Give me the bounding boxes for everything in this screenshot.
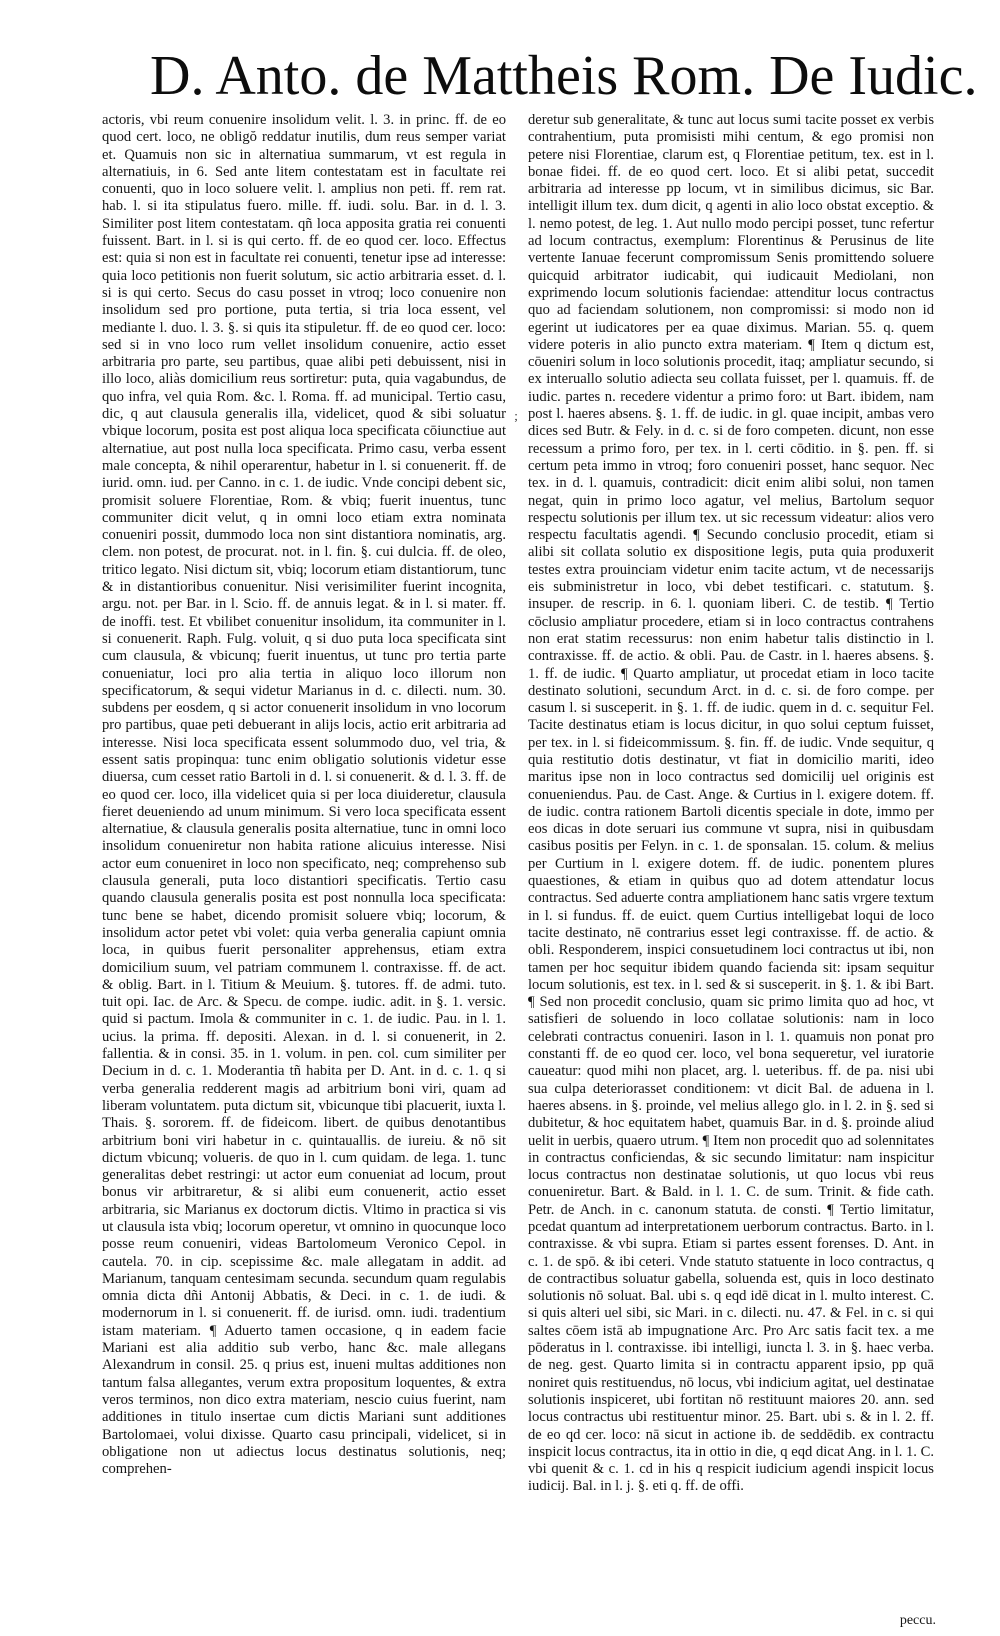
text-column-right [528, 112, 934, 1617]
right-column-text: deretur sub generalitate, & tunc aut locus sumi tacite posset ex verbis contrahentium, puta promisisti mihi centum, & ego promisi non petere nisi Florentiae, clarum est, q Florentiae petitum, tex. est in l. bonae fidei. ff. de eo quod cert. loco. Et si alibi petat, succedit arbitraria ad interesse pp locum, vt in similibus dicimus, sic Bar. intelligit illum tex. dum dicit, q agenti in alio loco obstat exceptio. & l. nemo potest, de leg. 1. Aut nullo modo percipi posset, tunc refertur ad locum contractus, exemplum: Florentinus & Perusinus de lite vertente Ianuae fecerunt compromissum Senis promittendo soluere quicquid arbitrator iudicabit, qui iudicauit Mediolani, non exprimendo locum solutionis faciendae: attenditur locus contractus quo ad faciendam solutionem, non compromissi: si modo non id egerint ut iudicatores per ea quae diximus. Marian. 55. q. quem videre poteris in alio puncto extra materiam. ¶ Item q dictum est, cōueniri solum in loco solutionis procedit, itaq; ampliatur secundo, si ex interuallo solutio adiecta seu collata fuisset, per l. quamuis. ff. de iudic. partes n. recedere videntur a primo foro: ut Bart. ibidem, nam post l. haeres absens. §. 1. ff. de iudic. in gl. quae incipit, ambas vero dices sed Butr. & Fely. in d. c. si de foro competen. dicunt, non esse recessum a primo foro, per tex. in l. certi cōditio. in §. pen. ff. si certum peta immo in vtroq; foro conueniri posset, hanc sequor. Nec tex. in d. l. quamuis, contradicit: dicit enim alibi solui, non tamen negat, quin in primo loco agatur, vel melius, Bartolum sequor respectu solutionis per illum tex. ut sic recessum videatur: alios vero respectu facultatis agendi. ¶ Secundo conclusio procedit, etiam si alibi sit collata solutio ex dispositione legis, puta quia produxerit testes extra prouinciam videtur enim tacite actum, vt de necessarijs eis subministretur in loco, vbi debet testificari. c. statutum. §. insuper. de rescrip. in 6. l. quoniam liberi. C. de testib. ¶ Tertio cōclusio ampliatur procedere, etiam si in loco contractus contrahens non erat statim recessurus: non enim habetur talis distinctio in l. contraxisse. ff. de actio. & obli. Pau. de Castr. in l. haeres absens. §. 1. ff. de iudic. ¶ Quarto ampliatur, ut procedat etiam in loco tacite destinato solutioni, secundum Arct. in d. c. si. de foro compe. per casum l. si susceperit. in §. 1. ff. de iudic. quem in d. c. sequitur Fel. Tacite destinatus etiam is locus dicitur, in quo solui ceptum fuisset, per tex. in l. si fideicommissum. §. fin. ff. de iudic. Vnde sequitur, q quia restitutio dotis destinatur, vt fiat in domicilio mariti, ideo maritus ipse non in loco contractus sed domicilij uel originis est conueniendus. Pau. de Cast. Ange. & Curtius in l. exigere dotem. ff. de iudic. contra rationem Bartoli dicentis speciale in dote, immo per eos dicas in dote seruari ius commune vt supra, nisi in quibusdam casibus positis per Felyn. in c. 1. de sponsalan. 15. colum. & melius per Curtium in l. exigere dotem. ff. de iudic. ponentem plures quaestiones, & etiam in quibus quo ad dotem attendatur locus contractus. Sed aduerte contra ampliationem hanc satis vrgere textum in l. si fundus. ff. de euict. quem Curtius intelligebat loqui de loco tacite destinato, nē contrarius esset legi contraxisse. ff. de actio. & obli. Responderem, inspici consuetudinem loci contractus ut ibi, non tamen per hoc sequitur ibidem quando facienda sit: ipsam sequitur locum solutionis, est tex. in l. sed & si susceperit. in §. 1. & ibi Bart. ¶ Sed non procedit conclusio, quam sic primo limita quo ad hoc, vt satisfieri de soluendo in loco collatae solutionis: nam in loco celebrati contractus conueniri. Iason in l. 1. quamuis non ponat pro constanti ff. de eo quod cer. loco, vel bona sequeretur, vel iuratorie caueatur: quod mihi non placet, arg. l. ueteribus. ff. de pa. nisi ubi sua culpa deteriorasset conditionem: vt dicit Bal. de aduena in l. haeres absens. in §. proinde, vel melius allego glo. in l. 2. in §. sed si dubitetur, & hoc equitatem habet, quamuis Bar. in d. §. proinde aliud uelit in uerbis, quaero utrum. ¶ Item non procedit quo ad solennitates in contractus conficiendas, & sic secundo limitatur: nam inspicitur locus contractus non destinatae solutionis, ut quo locus vbi reus conueniretur. Bart. & Bald. in l. 1. C. de sum. Trinit. & fide cath. Petr. de Anch. in c. canonum statuta. de consti. ¶ Tertio limitatur, pcedat quantum ad interpretationem uerborum contractus. Barto. in l. contraxisse. & vbi supra. Etiam si partes essent forenses. D. Ant. in c. 1. de spō. & ibi ceteri. Vnde statuto statuente in loco contractus, q de contractibus soluatur gabella, soluenda est, quis in loco destinato solutionis nō soluat. Bal. ubi s. q eqd idē dicat in l. multo interest. C. si quis alteri uel sibi, sic Mari. in c. dilecti. nu. 47. & Fel. in c. si qui saltes cōem istā ab impugnatione Arc. Pro Arc satis facit tex. a me pōderatus in l. contraxisse. ibi intelligi, iuncta l. 3. in §. haec verba. de neg. gest. Quarto limita si in contractu apparent ipsio, pp quā noniret quis restituendus, nō locus, vbi indicium agitat, uel destinatae solutionis inspiceret, ubi fortitan nō restituunt maiores 20. ann. sed locus contractus ubi restituentur minor. 25. Bart. ubi s. & in l. 2. ff. de eo qd cer. loco: nā sicut in actione ib. de seddēdib. ex contractu inspicit locus contractus, ita in ottio in die, q eqd dicat Ang. in l. 1. C. vbi quenit & c. 1. cd in his q respicit iudicium agendi inspicit locus iudicij. Bal. in l. j. §. eti q. ff. de offi. [528, 112, 934, 1495]
margin-mark: ; [514, 408, 518, 423]
running-head-title: D. Anto. de Mattheis Rom. De Iudic. [150, 45, 978, 107]
catchword: peccu. [899, 1613, 936, 1628]
text-column-left [102, 112, 506, 1617]
left-column-text: actoris, vbi reum conuenire insolidum velit. l. 3. in princ. ff. de eo quod cert. loco, ne obligŏ reddatur inutilis, dum reus semper variat et. Quamuis non sic in alternatiua summarum, vt est regula in alternatiuis, in 6. Sed ante litem contestatam est in facultate rei conuenti, quo in loco soluere velit. l. amplius non peti. ff. rem rat. hab. l. si ita stipulatus fuero. mille. ff. iudi. solu. Bar. in d. l. 3. Similiter post litem contestatam. qñ loca apposita gratia rei conuenti fuissent. Bart. in l. si is qui certo. ff. de eo quod cer. loco. Effectus est: quia si non est in facultate rei conuenti, tenetur ipse ad interesse: quia loco petitionis non fuerit solutum, sic actio arbitraria esset. d. l. si is qui certo. Secus do casu posset in vtroq; loco conuenire non insolidum sed pro portione, puta tertia, si tria loca essent, vel mediante l. duo. l. 3. §. si quis ita stipuletur. ff. de eo quod cer. loco: sed si in vno loco rum vellet insolidum conuenire, actio esset arbitraria pro parte, seu partibus, quae alibi peti debuissent, nisi in illo loco, aliàs domicilium reus sortiretur: puta, quia vagabundus, de quo infra, vel quia Rom. &c. l. Roma. ff. ad municipal. Tertio casu, dic, q aut clausula generalis illa, videlicet, quod & sibi soluatur vbique locorum, posita est post aliqua loca specificata cōiunctiue aut alternatiue, aut post nulla loca specificata. Primo casu, verba essent male concepta, & nihil operarentur, habetur in l. si conuenerit. ff. de iurid. omn. iud. per Canno. in c. 1. de iudic. Vnde concipi debent sic, promisit soluere Florentiae, Rom. & vbiq; fuerit inuentus, tunc communiter dicit velut, q in omni loco etiam extra nominata conueniri possit, dummodo loca non sint distantiora nominatis, arg. clem. non potest, de procurat. not. in l. fin. §. cui dulcia. ff. de oleo, tritico legato. Nisi dictum sit, vbiq; locorum etiam distantiorum, tunc & in distantioribus conuenitur. Nisi verisimiliter fuerint incognita, argu. not. per Bar. in l. Scio. ff. de annuis legat. & in l. si mater. ff. de inoffi. test. Et vbilibet conuenitur insolidum, ita communiter in l. si conuenerit. Raph. Fulg. voluit, q si duo puta loca specificata sint cum clausula, & vbicunq; fuerit inuentus, ut tunc pro tertia parte conueniatur, loci pro alia tertia in aliquo loco illorum non specificatorum, & sequi videtur Marianus in d. c. dilecti. num. 30. subdens per eosdem, q si actor conuenerit insolidum in vno locorum pro partibus, quae peti debuerant in alijs locis, actio erit arbitraria ad interesse. Nisi loca specificata essent solummodo duo, vel tria, & essent satis propinqua: tunc enim obligatio solutionis videtur esse diuersa, cum cesset ratio Bartoli in d. l. si conuenerit. & d. l. 3. ff. de eo quod cer. loco, illa videlicet quia si per loca diuideretur, clausula fieret deueniendo ad unum minimum. Si vero loca specificata essent alternatiue, & clausula generalis posita alternatiue, tunc in omni loco insolidum conueniretur non habita ratione alicuius interesse. Nisi actor eum conueniret in loco non specificato, neq; comprehenso sub clausula generali, puta loco distantiori specificatis. Tertio casu quando clausula generalis posita est post nonnulla loca specificata: tunc bene se habet, dicendo promisit soluere vbiq; locorum, & insolidum actor petet vbi volet: quia verba generalia capiunt omnia loca, in quibus fuerit personaliter apprehensus, etiam extra domicilium suum, vel patriam communem l. contraxisse. ff. de act. & oblig. Bart. in l. Titium & Meuium. §. tutores. ff. de admi. tuto. tuit opi. Iac. de Arc. & Specu. de compe. iudic. adit. in §. 1. versic. quid si pactum. Imola & communiter in c. 1. de iudic. Pau. in l. 1. ucius. la prima. ff. depositi. Alexan. in d. l. si conuenerit, in 2. fallentia. & in consi. 35. in 1. volum. in pen. col. cum similiter per Decium in d. c. 1. Moderantia tñ habita per D. Ant. in d. c. 1. q si verba generalia redderent magis ad arbitrium boni viri, quam ad liberam voluntatem. puta dictum sit, vbicunque tibi placuerit, iuxta l. Thais. §. sororem. ff. de fideicom. libert. de quibus denotantibus arbitrium boni viri habetur in c. quintauallis. de iureiu. & nō sit dictum vbicunq; volueris. de quo in l. cum quidam. de lega. 1. tunc generalitas debet restringi: ut actor eum conueniat ad locum, prout bonus vir arbitraretur, & si alibi eum conuenerit, actio esset arbitraria, sic Marianus ex doctorum dictis. Vltimo in practica si vis ut clausula ista vbiq; locorum operetur, vt omnino in quocunque loco posse reum conueniri, videas Bartolomeum Veronico Cepol. in cautela. 70. in cip. scepissime &c. male allegatam in addit. ad Marianum, tanquam centesimam secunda. secundum quam regulabis omnia dicta dñi Antonij Abbatis, & Deci. in c. 1. de iudi. & modernorum in l. si conuenerit. ff. de iurisd. omn. iudi. tradentium istam materiam. ¶ Aduerto tamen occasione, q in eadem facie Mariani est alia additio sub verbo, hanc &c. male allegans Alexandrum in consil. 25. q prius est, inueni multas additiones non tantum falsa allegantes, verum extra propositum loquentes, & extra veros terminos, non dico extra materiam, nescio cuius fuerint, nam additiones in titulo insertae cum dictis Mariani sunt additiones Bartolomaei, volui dixisse. Quarto casu principali, videlicet, si in obligatione non ut adiectus locus destinatus solutionis, neq; comprehen- [102, 112, 506, 1478]
